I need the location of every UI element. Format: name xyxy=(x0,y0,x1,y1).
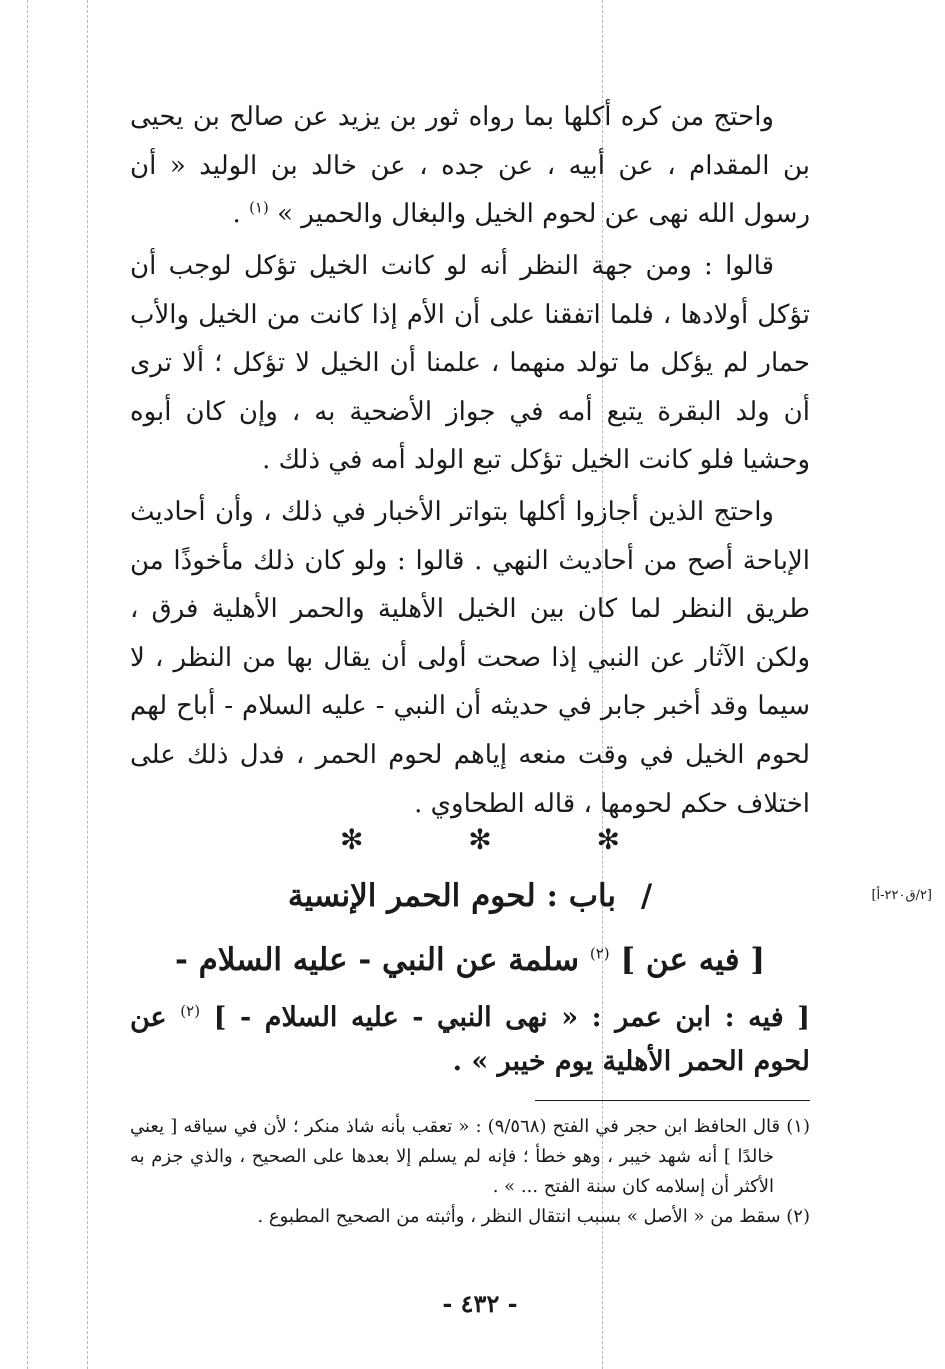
hadith-narration xyxy=(130,996,810,1084)
narration-part-2: عن لحوم الحمر الأهلية يوم خيبر » . xyxy=(130,1002,810,1077)
asterisk-icon: ✻ xyxy=(596,823,620,856)
asterisk-icon: ✻ xyxy=(340,823,364,856)
footnote-ref-2: (٢) xyxy=(180,1002,201,1020)
subtitle-bracket-text: [ فيه عن ] xyxy=(620,942,766,978)
footnote-number: (١) xyxy=(786,1116,810,1137)
footnote-divider xyxy=(535,1100,810,1101)
footnote-1 xyxy=(130,1112,810,1202)
paragraph-1-text: واحتج من كره أكلها بما رواه ثور بن يزيد عن صالح بن يحيى بن المقدام ، عن أبيه ، عن جده ، عن خالد بن الوليد « أن رسول الله نهى عن لحوم الخيل والبغال والحمير » xyxy=(130,102,810,230)
chapter-title-text: باب : لحوم الحمر الإنسية xyxy=(287,878,617,914)
paragraph-2-text: قالوا : ومن جهة النظر أنه لو كانت الخيل تؤكل لوجب أن تؤكل أولادها ، فلما اتفقنا على أن الأم إذا كانت من الخيل والأب حمار لم يؤكل ما تولد منهما ، علمنا أن الخيل لا تؤكل ؛ ألا ترى أن ولد البقرة يتبع أمه في جواز الأضحية به ، وإن كان أبوه وحشيا فلو كانت الخيل تؤكل تبع الولد أمه في ذلك . xyxy=(130,251,810,476)
chapter-subtitle xyxy=(130,934,810,986)
paragraph-1 xyxy=(130,93,810,239)
footnotes xyxy=(130,1112,810,1232)
paragraph-3 xyxy=(130,488,810,828)
subtitle-text: سلمة عن النبي - عليه السلام - xyxy=(174,942,580,978)
section-separator xyxy=(340,820,620,860)
footnote-text: قال الحافظ ابن حجر في الفتح (٩/٥٦٨) : « تعقب بأنه شاذ منكر ؛ لأن في xyxy=(233,1116,781,1137)
footnote-ref-2: (٢) xyxy=(589,944,610,963)
folio-marker: / xyxy=(640,878,653,914)
manuscript-folio-ref: [٢/ق٢٢٠-أ] xyxy=(871,888,932,903)
footnote-text: سقط من « الأصل » بسبب انتقال النظر ، وأثبته من الصحيح المطبوع . xyxy=(257,1206,781,1227)
paragraph-2 xyxy=(130,242,810,485)
scan-fold-line xyxy=(27,0,28,1369)
footnote-ref-1: (١) xyxy=(249,198,269,217)
footnote-number: (٢) xyxy=(786,1206,810,1227)
page-number: - ٤٣٢ - xyxy=(442,1289,518,1318)
footnote-2 xyxy=(130,1202,810,1232)
narration-part-1: [ فيه : ابن عمر : « نهى النبي - عليه السلام - ] xyxy=(213,1002,811,1033)
scan-fold-line xyxy=(87,0,88,1369)
chapter-title xyxy=(130,870,810,922)
footnote-text-continued: سياقه [ يعني خالدًا ] أنه شهد خيبر ، وهو خطأ ؛ فإنه لم يسلم إلا بعدها على الصحيح ، والذي جزم به الأكثر أن إسلامه كان سنة الفتح ... » . xyxy=(130,1116,774,1197)
asterisk-icon: ✻ xyxy=(468,823,492,856)
paragraph-1-end: . xyxy=(232,199,241,230)
paragraph-3-text: واحتج الذين أجازوا أكلها بتواتر الأخبار في ذلك ، وأن أحاديث الإباحة أصح من أحاديث النهي . قالوا : ولو كان ذلك مأخوذًا من طريق النظر لما كان بين الخيل الأهلية والحمر الأهلية فرق ، ولكن الآثار عن النبي إذا صحت أولى أن يقال بها من النظر ، لا سيما وقد أخبر جابر في حديثه أن النبي - عليه السلام - أباح لهم لحوم الخيل في وقت منعه إياهم لحوم الحمر ، فدل ذلك على اختلاف حكم لحومها ، قاله الطحاوي . xyxy=(130,497,810,819)
